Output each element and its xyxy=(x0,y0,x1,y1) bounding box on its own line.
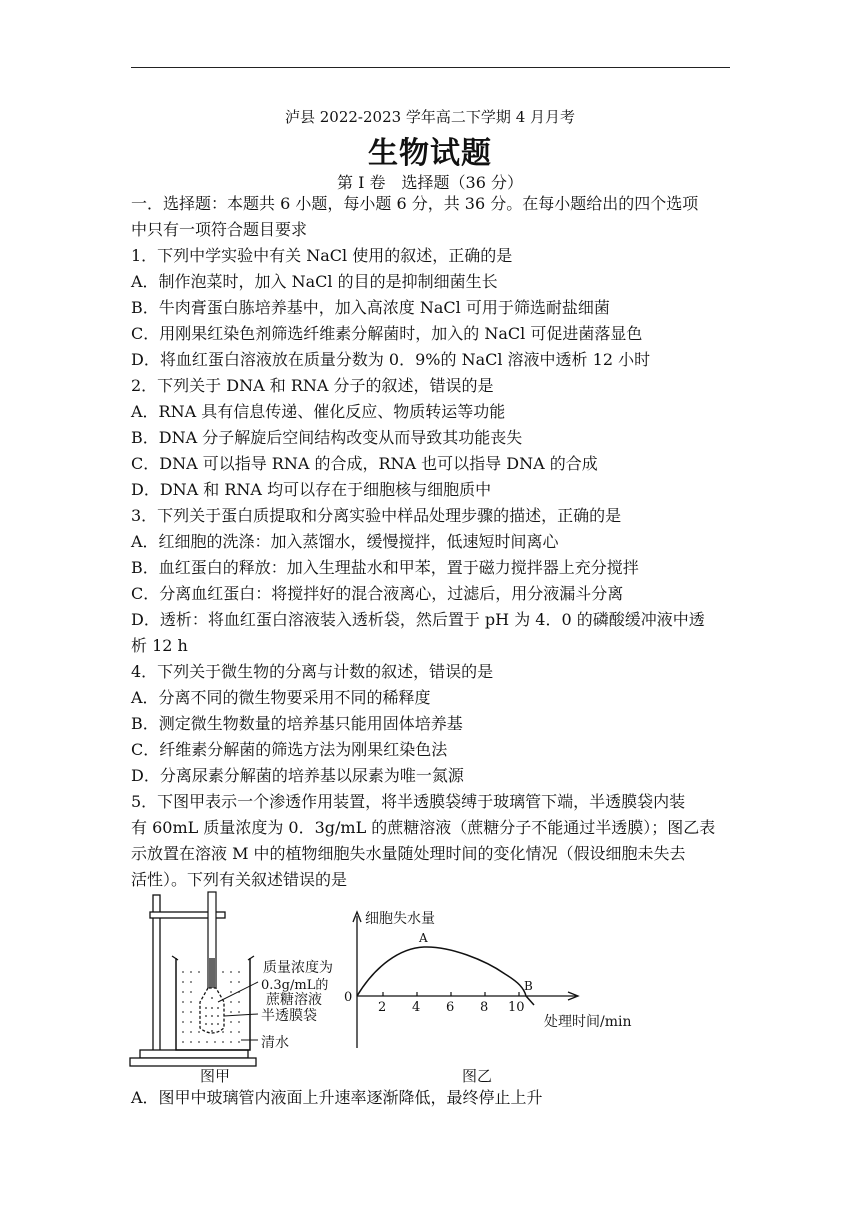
question-2: 2．下列关于 DNA 和 RNA 分子的叙述，错误的是 xyxy=(131,376,494,395)
option-a: A．红细胞的洗涤：加入蒸馏水，缓慢搅拌，低速短时间离心 xyxy=(131,532,559,551)
option-b: B．测定微生物数量的培养基只能用固体培养基 xyxy=(131,714,463,733)
tick-label: 6 xyxy=(446,1000,455,1015)
option-b: B．DNA 分子解旋后空间结构改变从而导致其功能丧失 xyxy=(131,428,523,447)
figure-b-caption: 图乙 xyxy=(462,1067,493,1085)
option-b: B．牛肉膏蛋白胨培养基中，加入高浓度 NaCl 可用于筛选耐盐细菌 xyxy=(131,298,610,317)
option-b: B．血红蛋白的释放：加入生理盐水和甲苯，置于磁力搅拌器上充分搅拌 xyxy=(131,558,639,577)
section-heading: 第 I 卷 选择题（36 分） xyxy=(337,173,523,192)
label-membrane: 半透膜袋 xyxy=(261,1008,317,1024)
label-conc-3: 蔗糖溶液 xyxy=(266,992,322,1008)
option-a: A．RNA 具有信息传递、催化反应、物质转运等功能 xyxy=(131,402,506,421)
option-a: A．分离不同的微生物要采用不同的稀释度 xyxy=(131,688,431,707)
label-water: 清水 xyxy=(261,1035,289,1051)
question-5-cont: 示放置在溶液 M 中的植物细胞失水量随处理时间的变化情况（假设细胞未失去 xyxy=(131,844,686,863)
x-axis-label: 处理时间/min xyxy=(544,1014,632,1030)
text-line: 中只有一项符合题目要求 xyxy=(131,220,308,239)
question-4: 4．下列关于微生物的分离与计数的叙述，错误的是 xyxy=(131,662,494,681)
point-b-label: B xyxy=(524,979,533,993)
label-conc-1: 质量浓度为 xyxy=(263,960,333,976)
option-c: C．纤维素分解菌的筛选方法为刚果红染色法 xyxy=(131,740,448,759)
option-d: D．DNA 和 RNA 均可以存在于细胞核与细胞质中 xyxy=(131,480,492,499)
tick-label: 8 xyxy=(480,1000,489,1015)
figure-a-caption: 图甲 xyxy=(200,1067,231,1085)
text-line: 一．选择题：本题共 6 小题，每小题 6 分，共 36 分。在每小题给出的四个选项 xyxy=(131,194,699,213)
option-d-cont: 析 12 h xyxy=(131,636,188,655)
option-c: C．分离血红蛋白：将搅拌好的混合液离心，过滤后，用分液漏斗分离 xyxy=(131,584,624,603)
tick-label: 4 xyxy=(412,1000,421,1015)
figure-osmosis-apparatus xyxy=(128,890,358,1090)
y-axis-label: 细胞失水量 xyxy=(365,911,435,927)
tick-label: 10 xyxy=(508,1000,525,1015)
question-3: 3．下列关于蛋白质提取和分离实验中样品处理步骤的描述，正确的是 xyxy=(131,506,622,525)
exam-title: 生物试题 xyxy=(368,136,492,171)
point-a-label: A xyxy=(419,931,428,945)
option-a: A．制作泡菜时，加入 NaCl 的目的是抑制细菌生长 xyxy=(131,272,498,291)
question-5: 5．下图甲表示一个渗透作用装置，将半透膜袋缚于玻璃管下端，半透膜袋内装 xyxy=(131,792,686,811)
option-d: D．将血红蛋白溶液放在质量分数为 0．9%的 NaCl 溶液中透析 12 小时 xyxy=(131,350,651,369)
header-rule xyxy=(131,67,730,68)
tick-label: 2 xyxy=(378,1000,387,1015)
exam-subtitle: 泸县 2022-2023 学年高二下学期 4 月月考 xyxy=(284,108,576,126)
label-conc-2: 0.3g/mL的 xyxy=(261,978,329,993)
question-1: 1．下列中学实验中有关 NaCl 使用的叙述，正确的是 xyxy=(131,246,513,265)
option-c: C．用刚果红染色剂筛选纤维素分解菌时，加入的 NaCl 可促进菌落显色 xyxy=(131,324,643,343)
question-5-cont: 活性）。下列有关叙述错误的是 xyxy=(131,870,348,889)
option-c: C．DNA 可以指导 RNA 的合成，RNA 也可以指导 DNA 的合成 xyxy=(131,454,598,473)
option-d: D．分离尿素分解菌的培养基以尿素为唯一氮源 xyxy=(131,766,464,785)
origin-label: 0 xyxy=(344,990,353,1005)
option-d: D．透析：将血红蛋白溶液装入透析袋，然后置于 pH 为 4．0 的磷酸缓冲液中透 xyxy=(131,610,705,629)
option-a: A．图甲中玻璃管内液面上升速率逐渐降低，最终停止上升 xyxy=(131,1088,543,1107)
question-5-cont: 有 60mL 质量浓度为 0．3g/mL 的蔗糖溶液（蔗糖分子不能通过半透膜）；图乙表 xyxy=(131,818,716,837)
figure-water-loss-chart xyxy=(340,908,650,1088)
